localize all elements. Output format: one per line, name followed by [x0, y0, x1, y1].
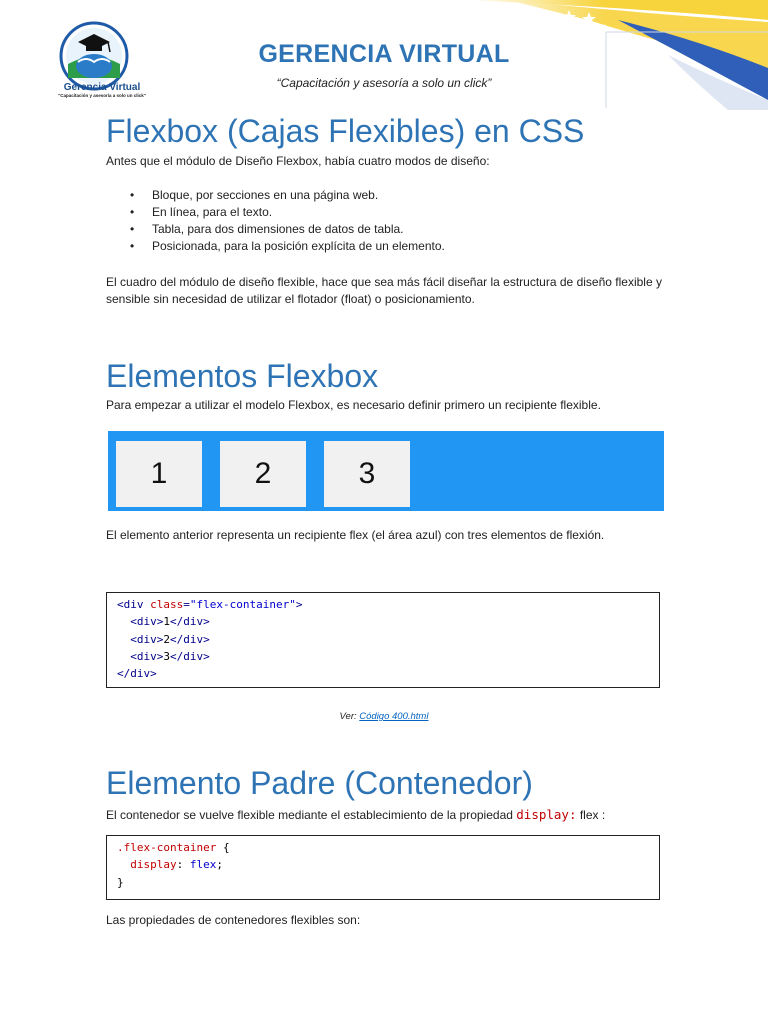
list-item: • En línea, para el texto.	[130, 204, 686, 221]
css-code-block: .flex-container { display: flex; }	[106, 835, 660, 900]
list-item: • Tabla, para dos dimensiones de datos de tabla.	[130, 221, 686, 238]
section-title-elementos: Elementos Flexbox	[106, 358, 379, 394]
brand-tagline: “Capacitación y asesoría a solo un click”	[276, 76, 492, 90]
section1-paragraph: El cuadro del módulo de diseño flexible, hace que sea más fácil diseñar la estructura de diseño flexible y sensible sin necesidad de utilizar el flotador (float) o posicionamiento.	[106, 275, 662, 306]
flex-item-2: 2	[220, 441, 306, 507]
ver-reference	[106, 711, 662, 722]
section2-intro: Para empezar a utilizar el modelo Flexbox, es necesario definir primero un recipiente flexible.	[106, 398, 601, 412]
flex-container-demo	[108, 431, 664, 511]
html-code-block: <div class="flex-container"> <div>1</div> <div>2</div> <div>3</div> </div>	[106, 592, 660, 688]
codigo-400-link[interactable]: Código 400.html	[359, 711, 429, 722]
list-item: • Posicionada, para la posición explícita de un elemento.	[130, 238, 686, 255]
logo-name: Gerencia Virtual	[63, 82, 141, 93]
flex-item-1: 1	[116, 441, 202, 507]
brand-title: GERENCIA VIRTUAL	[258, 40, 510, 68]
section2-after: El elemento anterior representa un recipiente flex (el área azul) con tres elementos de flexión.	[106, 528, 605, 542]
list-item: • Bloque, por secciones en una página web.	[130, 187, 686, 204]
section3-outro: Las propiedades de contenedores flexibles son:	[106, 913, 361, 927]
section-title-flexbox: Flexbox (Cajas Flexibles) en CSS	[106, 113, 585, 149]
flex-item-3: 3	[324, 441, 410, 507]
logo-slogan: "Capacitación y asesoría a solo un click"	[58, 93, 146, 98]
ver-label: Ver:	[339, 711, 357, 722]
layout-modes-list	[130, 187, 686, 255]
section3-intro: El contenedor se vuelve flexible mediante el establecimiento de la propiedad display: flex :	[106, 807, 606, 822]
section-title-padre: Elemento Padre (Contenedor)	[106, 765, 533, 801]
display-inline-code: display:	[516, 807, 577, 822]
section1-intro: Antes que el módulo de Diseño Flexbox, había cuatro modos de diseño:	[106, 154, 490, 168]
